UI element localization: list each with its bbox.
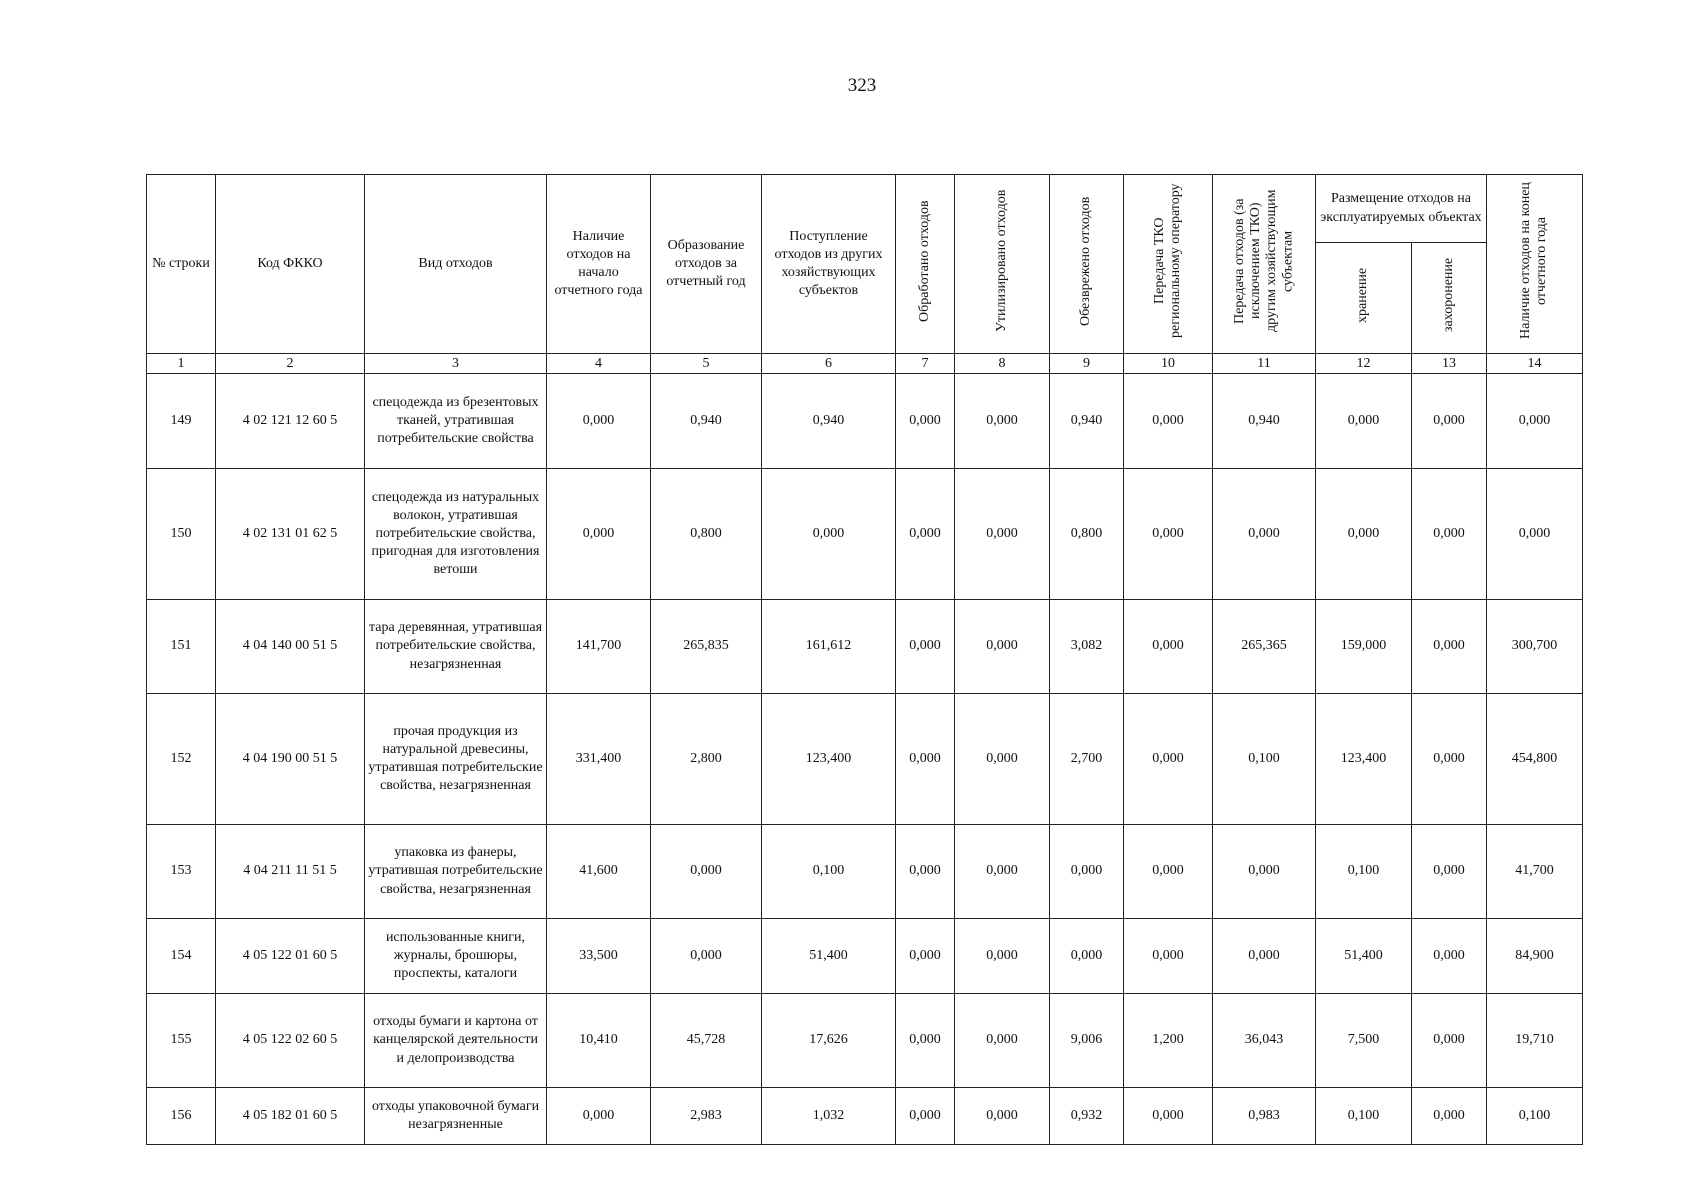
start-balance: 0,000 bbox=[547, 469, 651, 600]
tko-transfer: 1,200 bbox=[1124, 994, 1213, 1088]
row-number: 156 bbox=[147, 1088, 216, 1145]
header-generated: Образование отходов за отчетный год bbox=[651, 175, 762, 354]
table-row bbox=[147, 919, 1583, 994]
fkko-code: 4 04 140 00 51 5 bbox=[216, 600, 365, 694]
waste-type: отходы бумаги и картона от канцелярской деятельности и делопроизводства bbox=[365, 994, 547, 1088]
received: 51,400 bbox=[762, 919, 896, 994]
processed: 0,000 bbox=[896, 374, 955, 469]
neutralized: 0,940 bbox=[1050, 374, 1124, 469]
waste-report-table bbox=[146, 174, 1583, 1145]
fkko-code: 4 04 211 11 51 5 bbox=[216, 825, 365, 919]
row-number: 151 bbox=[147, 600, 216, 694]
generated: 0,940 bbox=[651, 374, 762, 469]
table-row bbox=[147, 374, 1583, 469]
header-storage: хранение bbox=[1316, 243, 1412, 354]
fkko-code: 4 04 190 00 51 5 bbox=[216, 694, 365, 825]
row-number: 149 bbox=[147, 374, 216, 469]
burial: 0,000 bbox=[1412, 469, 1487, 600]
tko-transfer: 0,000 bbox=[1124, 600, 1213, 694]
column-number: 3 bbox=[365, 354, 547, 374]
other-transfer: 0,983 bbox=[1213, 1088, 1316, 1145]
storage: 51,400 bbox=[1316, 919, 1412, 994]
received: 0,100 bbox=[762, 825, 896, 919]
start-balance: 33,500 bbox=[547, 919, 651, 994]
neutralized: 0,000 bbox=[1050, 919, 1124, 994]
neutralized: 0,000 bbox=[1050, 825, 1124, 919]
tko-transfer: 0,000 bbox=[1124, 469, 1213, 600]
tko-transfer: 0,000 bbox=[1124, 694, 1213, 825]
received: 17,626 bbox=[762, 994, 896, 1088]
storage: 159,000 bbox=[1316, 600, 1412, 694]
processed: 0,000 bbox=[896, 994, 955, 1088]
row-number: 152 bbox=[147, 694, 216, 825]
generated: 0,000 bbox=[651, 825, 762, 919]
received: 161,612 bbox=[762, 600, 896, 694]
waste-type: спецодежда из брезентовых тканей, утратившая потребительские свойства bbox=[365, 374, 547, 469]
table-row bbox=[147, 1088, 1583, 1145]
generated: 0,000 bbox=[651, 919, 762, 994]
storage: 0,000 bbox=[1316, 374, 1412, 469]
utilized: 0,000 bbox=[955, 825, 1050, 919]
generated: 265,835 bbox=[651, 600, 762, 694]
waste-type: упаковка из фанеры, утратившая потребительские свойства, незагрязненная bbox=[365, 825, 547, 919]
end-balance: 41,700 bbox=[1487, 825, 1583, 919]
header-end-balance: Наличие отходов на конец отчетного года bbox=[1487, 175, 1583, 354]
generated: 2,983 bbox=[651, 1088, 762, 1145]
burial: 0,000 bbox=[1412, 694, 1487, 825]
end-balance: 0,000 bbox=[1487, 374, 1583, 469]
burial: 0,000 bbox=[1412, 374, 1487, 469]
waste-type: прочая продукция из натуральной древесины, утратившая потребительские свойства, незагрязненная bbox=[365, 694, 547, 825]
neutralized: 0,800 bbox=[1050, 469, 1124, 600]
column-number: 4 bbox=[547, 354, 651, 374]
table-row bbox=[147, 469, 1583, 600]
tko-transfer: 0,000 bbox=[1124, 1088, 1213, 1145]
waste-type: использованные книги, журналы, брошюры, проспекты, каталоги bbox=[365, 919, 547, 994]
start-balance: 141,700 bbox=[547, 600, 651, 694]
header-waste-type: Вид отходов bbox=[365, 175, 547, 354]
fkko-code: 4 02 121 12 60 5 bbox=[216, 374, 365, 469]
processed: 0,000 bbox=[896, 825, 955, 919]
storage: 0,100 bbox=[1316, 1088, 1412, 1145]
fkko-code: 4 02 131 01 62 5 bbox=[216, 469, 365, 600]
header-other-transfer: Передача отходов (за исключением ТКО) другим хозяйствующим субъектам bbox=[1213, 175, 1316, 354]
header-placement-group: Размещение отходов на эксплуатируемых объектах bbox=[1316, 175, 1487, 243]
row-number: 153 bbox=[147, 825, 216, 919]
header-burial: захоронение bbox=[1412, 243, 1487, 354]
end-balance: 454,800 bbox=[1487, 694, 1583, 825]
utilized: 0,000 bbox=[955, 374, 1050, 469]
start-balance: 331,400 bbox=[547, 694, 651, 825]
waste-type: спецодежда из натуральных волокон, утратившая потребительские свойства, пригодная для изготовления ветоши bbox=[365, 469, 547, 600]
header-processed: Обработано отходов bbox=[896, 175, 955, 354]
tko-transfer: 0,000 bbox=[1124, 374, 1213, 469]
processed: 0,000 bbox=[896, 600, 955, 694]
utilized: 0,000 bbox=[955, 994, 1050, 1088]
header-utilized: Утилизировано отходов bbox=[955, 175, 1050, 354]
received: 0,940 bbox=[762, 374, 896, 469]
table-row bbox=[147, 694, 1583, 825]
burial: 0,000 bbox=[1412, 1088, 1487, 1145]
processed: 0,000 bbox=[896, 469, 955, 600]
header-tko-transfer: Передача ТКО региональному оператору bbox=[1124, 175, 1213, 354]
fkko-code: 4 05 122 01 60 5 bbox=[216, 919, 365, 994]
row-number: 154 bbox=[147, 919, 216, 994]
utilized: 0,000 bbox=[955, 469, 1050, 600]
end-balance: 19,710 bbox=[1487, 994, 1583, 1088]
burial: 0,000 bbox=[1412, 994, 1487, 1088]
burial: 0,000 bbox=[1412, 919, 1487, 994]
other-transfer: 0,940 bbox=[1213, 374, 1316, 469]
utilized: 0,000 bbox=[955, 600, 1050, 694]
tko-transfer: 0,000 bbox=[1124, 919, 1213, 994]
generated: 0,800 bbox=[651, 469, 762, 600]
burial: 0,000 bbox=[1412, 600, 1487, 694]
header-start-balance: Наличие отходов на начало отчетного года bbox=[547, 175, 651, 354]
end-balance: 0,000 bbox=[1487, 469, 1583, 600]
processed: 0,000 bbox=[896, 694, 955, 825]
other-transfer: 265,365 bbox=[1213, 600, 1316, 694]
storage: 7,500 bbox=[1316, 994, 1412, 1088]
column-number: 11 bbox=[1213, 354, 1316, 374]
processed: 0,000 bbox=[896, 1088, 955, 1145]
neutralized: 0,932 bbox=[1050, 1088, 1124, 1145]
column-number: 7 bbox=[896, 354, 955, 374]
header-row-number: № строки bbox=[147, 175, 216, 354]
table-row bbox=[147, 600, 1583, 694]
fkko-code: 4 05 182 01 60 5 bbox=[216, 1088, 365, 1145]
neutralized: 9,006 bbox=[1050, 994, 1124, 1088]
tko-transfer: 0,000 bbox=[1124, 825, 1213, 919]
other-transfer: 36,043 bbox=[1213, 994, 1316, 1088]
table-row bbox=[147, 994, 1583, 1088]
utilized: 0,000 bbox=[955, 919, 1050, 994]
received: 1,032 bbox=[762, 1088, 896, 1145]
other-transfer: 0,000 bbox=[1213, 825, 1316, 919]
received: 0,000 bbox=[762, 469, 896, 600]
page-number: 323 bbox=[847, 75, 877, 96]
row-number: 150 bbox=[147, 469, 216, 600]
start-balance: 0,000 bbox=[547, 1088, 651, 1145]
column-number: 13 bbox=[1412, 354, 1487, 374]
other-transfer: 0,000 bbox=[1213, 469, 1316, 600]
row-number: 155 bbox=[147, 994, 216, 1088]
column-number: 8 bbox=[955, 354, 1050, 374]
other-transfer: 0,000 bbox=[1213, 919, 1316, 994]
end-balance: 84,900 bbox=[1487, 919, 1583, 994]
burial: 0,000 bbox=[1412, 825, 1487, 919]
generated: 2,800 bbox=[651, 694, 762, 825]
end-balance: 300,700 bbox=[1487, 600, 1583, 694]
column-number: 2 bbox=[216, 354, 365, 374]
column-number: 14 bbox=[1487, 354, 1583, 374]
column-number: 5 bbox=[651, 354, 762, 374]
end-balance: 0,100 bbox=[1487, 1088, 1583, 1145]
header-neutralized: Обезврежено отходов bbox=[1050, 175, 1124, 354]
storage: 0,000 bbox=[1316, 469, 1412, 600]
table-row bbox=[147, 825, 1583, 919]
neutralized: 3,082 bbox=[1050, 600, 1124, 694]
generated: 45,728 bbox=[651, 994, 762, 1088]
other-transfer: 0,100 bbox=[1213, 694, 1316, 825]
column-number: 9 bbox=[1050, 354, 1124, 374]
received: 123,400 bbox=[762, 694, 896, 825]
column-number: 12 bbox=[1316, 354, 1412, 374]
waste-type: отходы упаковочной бумаги незагрязненные bbox=[365, 1088, 547, 1145]
utilized: 0,000 bbox=[955, 694, 1050, 825]
start-balance: 10,410 bbox=[547, 994, 651, 1088]
start-balance: 0,000 bbox=[547, 374, 651, 469]
column-number: 6 bbox=[762, 354, 896, 374]
header-received: Поступление отходов из других хозяйствующих субъектов bbox=[762, 175, 896, 354]
storage: 0,100 bbox=[1316, 825, 1412, 919]
column-number: 1 bbox=[147, 354, 216, 374]
utilized: 0,000 bbox=[955, 1088, 1050, 1145]
storage: 123,400 bbox=[1316, 694, 1412, 825]
header-fkko-code: Код ФККО bbox=[216, 175, 365, 354]
fkko-code: 4 05 122 02 60 5 bbox=[216, 994, 365, 1088]
processed: 0,000 bbox=[896, 919, 955, 994]
start-balance: 41,600 bbox=[547, 825, 651, 919]
column-number: 10 bbox=[1124, 354, 1213, 374]
neutralized: 2,700 bbox=[1050, 694, 1124, 825]
waste-type: тара деревянная, утратившая потребительские свойства, незагрязненная bbox=[365, 600, 547, 694]
